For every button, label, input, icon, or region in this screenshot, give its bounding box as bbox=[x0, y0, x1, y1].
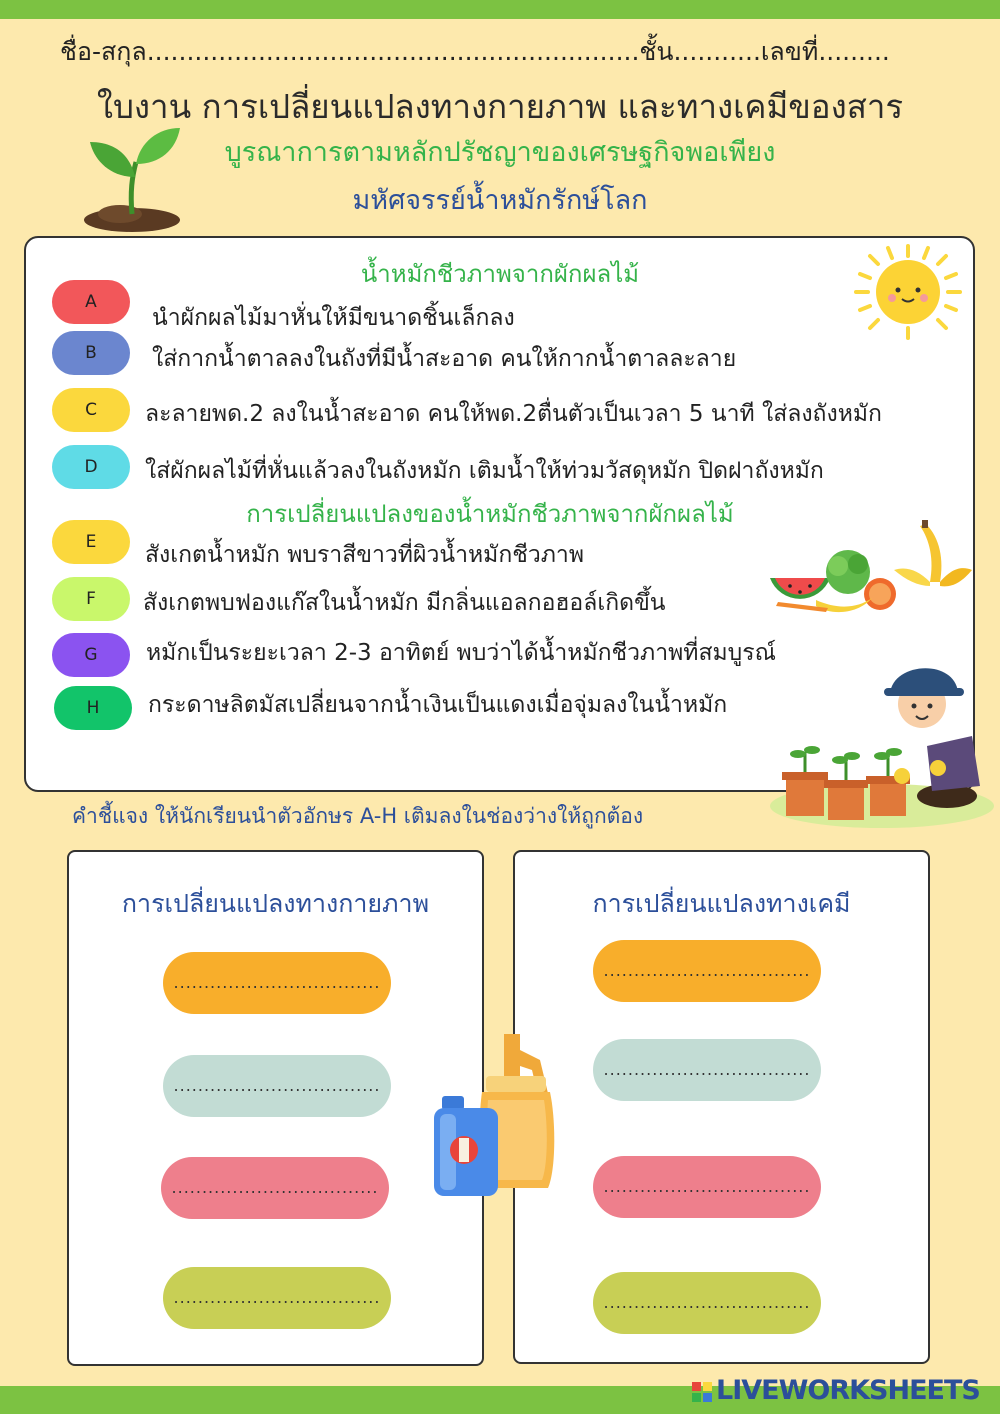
letter-g: G bbox=[84, 645, 98, 665]
letter-c: C bbox=[85, 400, 97, 420]
item-text-c: ละลายพด.2 ลงในน้ำสะอาด คนให้พด.2ตื่นตัวเป็นเวลา 5 นาที ใส่ลงถังหมัก bbox=[145, 401, 882, 427]
item-text-a: นำผักผลไม้มาหั่นให้มีขนาดชิ้นเล็กลง bbox=[152, 305, 515, 331]
worksheet-subtitle-2: มหัศจรรย์น้ำหมักรักษ์โลก bbox=[352, 185, 648, 216]
gardener-boy-icon bbox=[762, 656, 992, 826]
letter-badge-a bbox=[52, 280, 130, 324]
liveworksheets-logo bbox=[692, 1375, 980, 1406]
letter-badge-d bbox=[52, 445, 130, 489]
letter-e: E bbox=[85, 532, 97, 552]
chemical-answer-slot-1[interactable]: .................................. bbox=[593, 940, 821, 1002]
letter-badge-h bbox=[54, 686, 132, 730]
letter-h: H bbox=[86, 698, 100, 718]
worksheet-subtitle: บูรณาการตามหลักปรัชญาของเศรษฐกิจพอเพียง bbox=[224, 137, 776, 168]
chemical-answer-slot-4[interactable]: .................................. bbox=[593, 1272, 821, 1334]
item-text-h: กระดาษลิตมัสเปลี่ยนจากน้ำเงินเป็นแดงเมื่อจุ่มลงในน้ำหมัก bbox=[148, 692, 728, 718]
physical-answer-slot-3[interactable]: .................................. bbox=[161, 1157, 389, 1219]
chemical-answer-slot-2[interactable]: .................................. bbox=[593, 1039, 821, 1101]
chemical-change-title: การเปลี่ยนแปลงทางเคมี bbox=[592, 889, 851, 918]
physical-change-title: การเปลี่ยนแปลงทางกายภาพ bbox=[121, 889, 430, 918]
letter-a: A bbox=[85, 292, 97, 312]
chemical-answer-slot-3[interactable]: .................................. bbox=[593, 1156, 821, 1218]
name-class-number-line: ชื่อ-สกุล..............................................................ชั้น...........เลขที่......... bbox=[60, 37, 890, 66]
letter-badge-c bbox=[52, 388, 130, 432]
physical-answer-slot-2[interactable]: .................................. bbox=[163, 1055, 391, 1117]
letter-badge-f bbox=[52, 577, 130, 621]
letter-badge-e bbox=[52, 520, 130, 564]
sprayer-jug-icon bbox=[428, 1030, 573, 1202]
letter-badge-g bbox=[52, 633, 130, 677]
item-text-b: ใส่กากน้ำตาลลงในถังที่มีน้ำสะอาด คนให้กากน้ำตาลละลาย bbox=[152, 346, 737, 372]
top-green-bar bbox=[0, 0, 1000, 19]
section-title-changes: การเปลี่ยนแปลงของน้ำหมักชีวภาพจากผักผลไม้ bbox=[246, 500, 734, 528]
letter-d: D bbox=[84, 457, 98, 477]
physical-answer-slot-4[interactable]: .................................. bbox=[163, 1267, 391, 1329]
physical-answer-slot-1[interactable]: .................................. bbox=[163, 952, 391, 1014]
liveworksheets-logo-icon bbox=[692, 1382, 712, 1402]
liveworksheets-logo-text: LIVEWORKSHEETS bbox=[716, 1375, 980, 1406]
item-text-e: สังเกตน้ำหมัก พบราสีขาวที่ผิวน้ำหมักชีวภาพ bbox=[145, 542, 585, 568]
instruction-text: คำชี้แจง ให้นักเรียนนำตัวอักษร A-H เติมลงในช่องว่างให้ถูกต้อง bbox=[72, 804, 644, 828]
worksheet-title: ใบงาน การเปลี่ยนแปลงทางกายภาพ และทางเคมีของสาร bbox=[96, 87, 904, 126]
section-title-steps: น้ำหมักชีวภาพจากผักผลไม้ bbox=[360, 260, 640, 288]
item-text-d: ใส่ผักผลไม้ที่หั่นแล้วลงในถังหมัก เติมน้ำให้ท่วมวัสดุหมัก ปิดฝาถังหมัก bbox=[145, 458, 824, 484]
item-text-g: หมักเป็นระยะเวลา 2-3 อาทิตย์ พบว่าได้น้ำหมักชีวภาพที่สมบูรณ์ bbox=[146, 640, 776, 666]
chemical-change-box bbox=[513, 850, 930, 1364]
letter-b: B bbox=[85, 343, 97, 363]
item-text-f: สังเกตพบฟองแก๊สในน้ำหมัก มีกลิ่นแอลกอฮอล์เกิดขึ้น bbox=[143, 590, 666, 616]
letter-f: F bbox=[86, 589, 96, 609]
letter-badge-b bbox=[52, 331, 130, 375]
physical-change-box bbox=[67, 850, 484, 1366]
sprout-icon bbox=[80, 122, 190, 234]
fruits-vegetables-icon bbox=[768, 550, 903, 615]
